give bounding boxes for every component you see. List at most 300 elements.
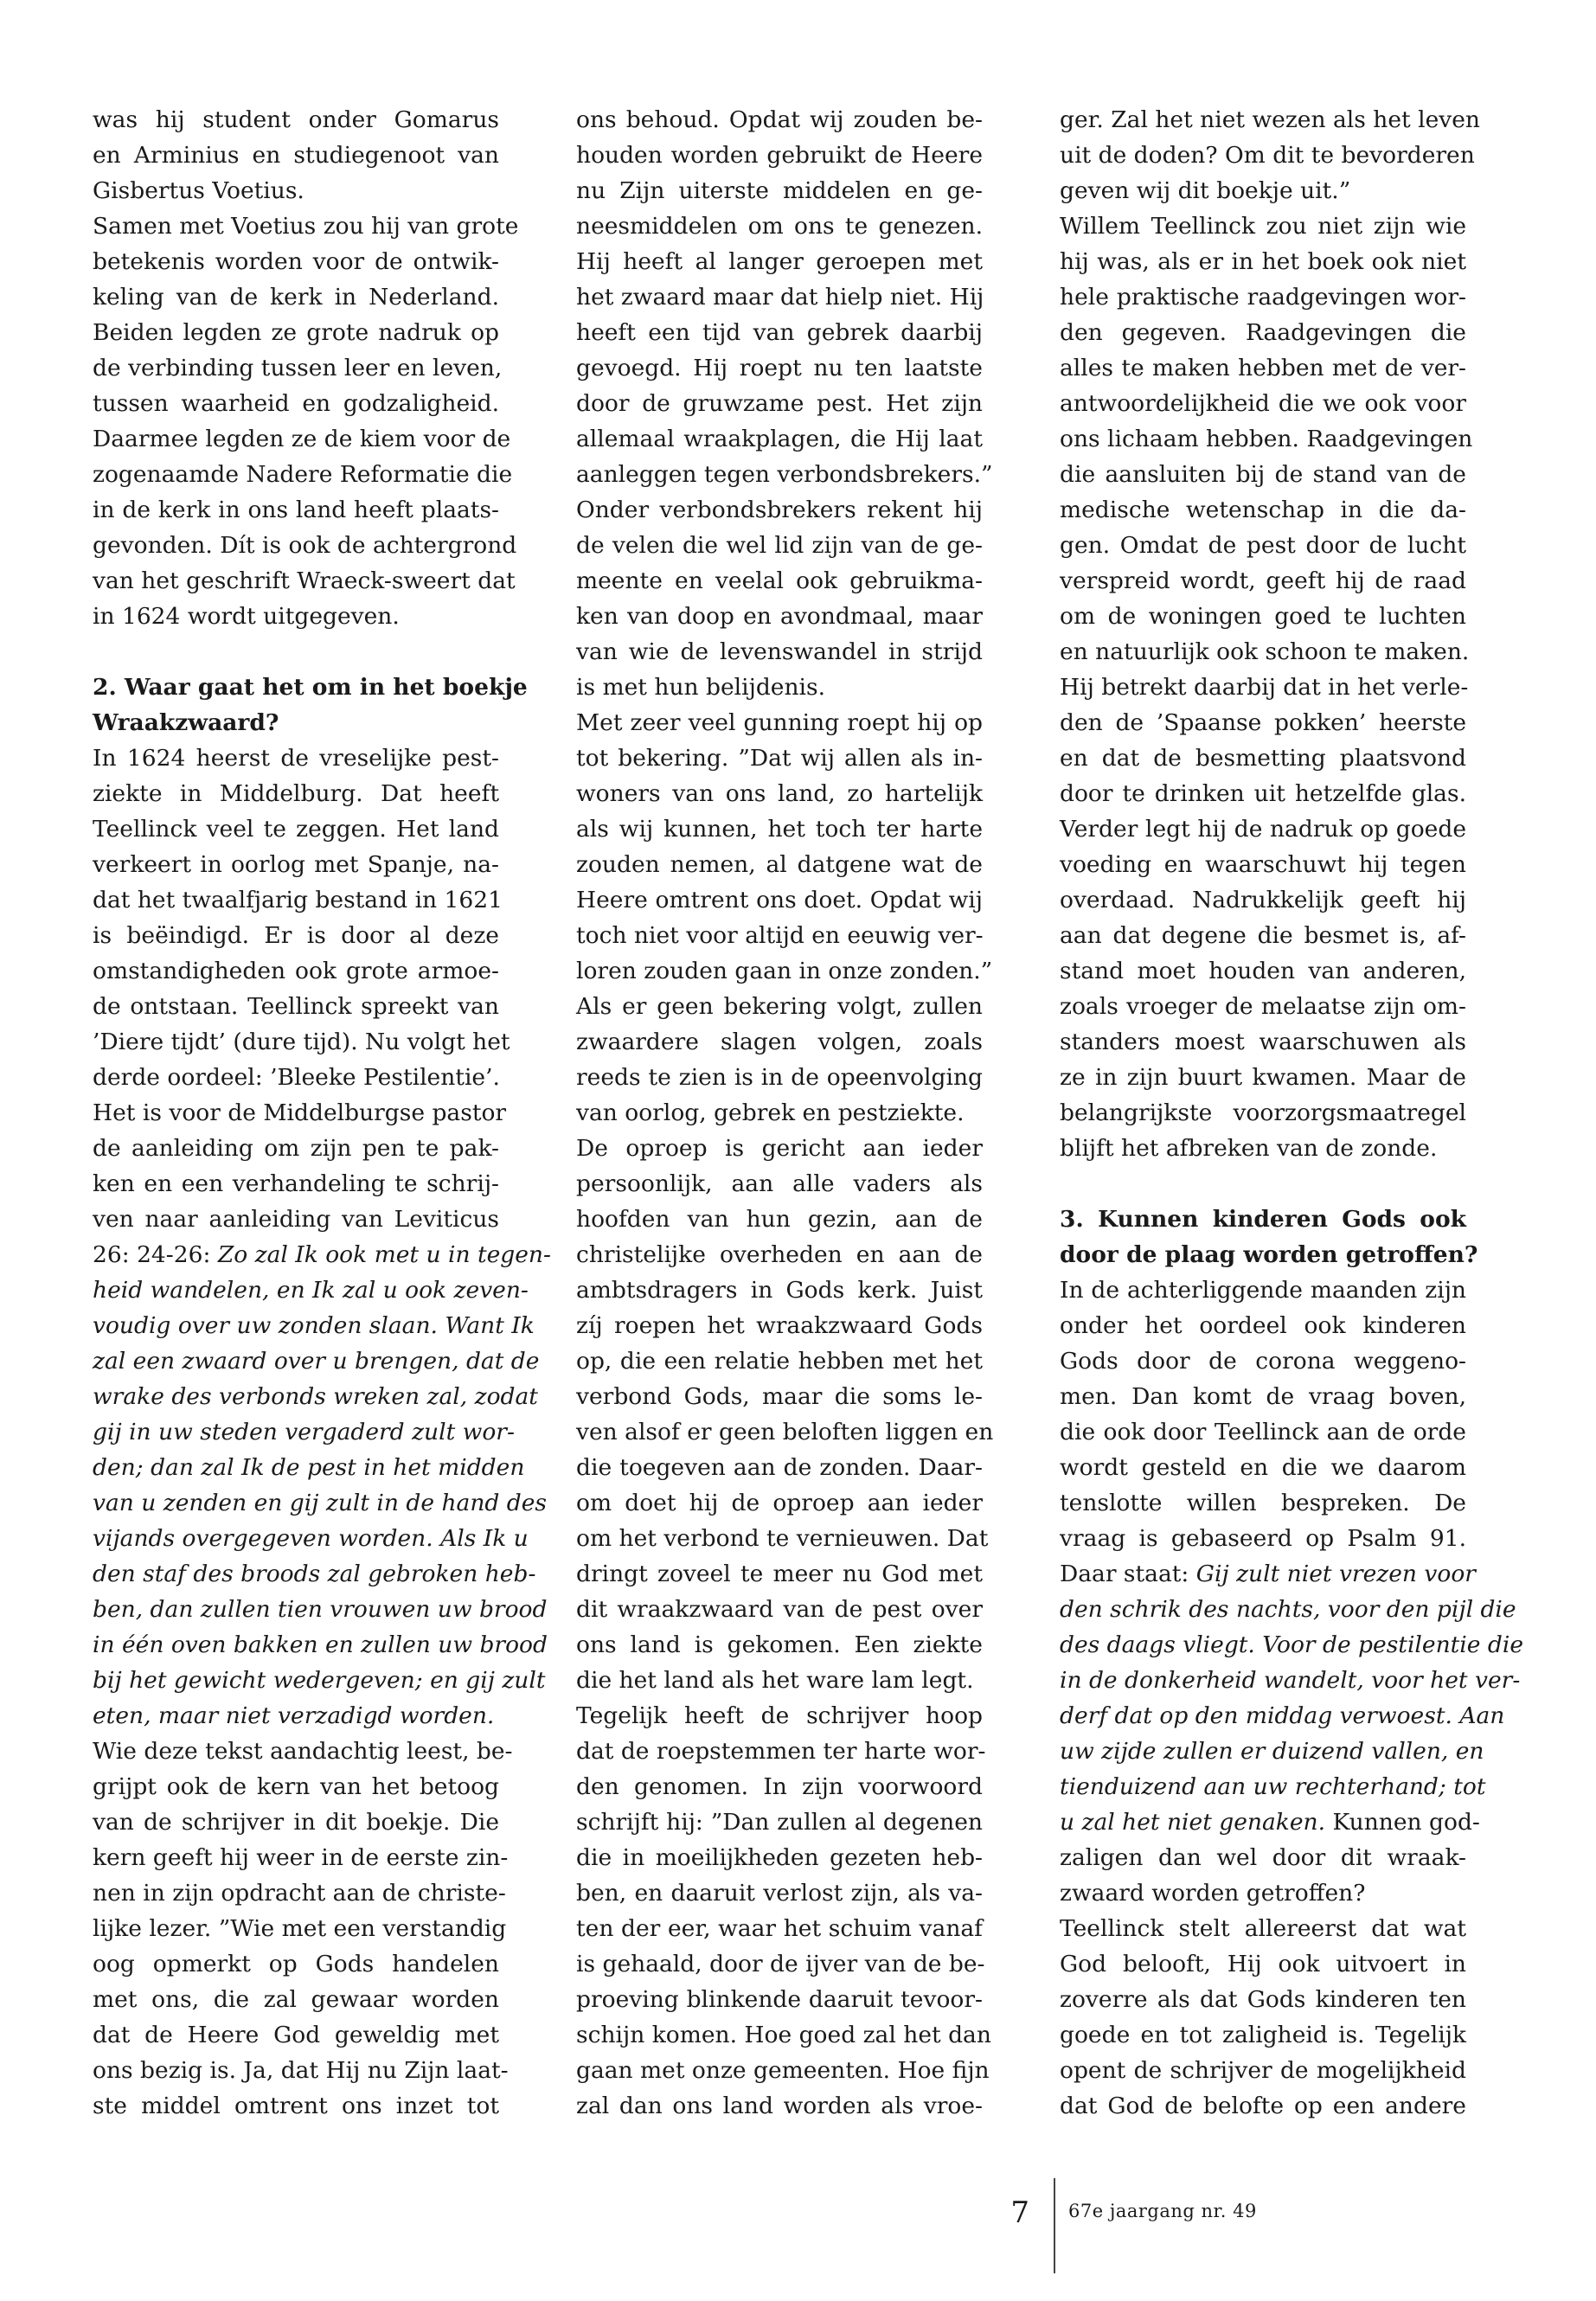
text-line: [93, 1202, 499, 1237]
roman-text: Daar staat:: [1060, 1561, 1196, 1587]
roman-text: Wraakzwaard?: [93, 709, 279, 736]
roman-text: antwoordelijkheid die we ook voor: [1060, 390, 1466, 417]
roman-text: allemaal wraakplagen, die Hij laat: [576, 426, 983, 452]
text-line: [576, 350, 983, 386]
roman-text: uit de doden? Om dit te bevorderen: [1060, 142, 1475, 169]
italic-text: Gij zult niet vrezen voor: [1195, 1561, 1476, 1587]
text-line: [1060, 386, 1466, 421]
roman-text: Gisbertus Voetius.: [93, 177, 304, 204]
text-line: [576, 173, 983, 208]
text-line: [576, 1734, 986, 1769]
roman-text: ’Diere tijdt’ (dure tijd). Nu volgt het: [93, 1029, 510, 1055]
italic-text: derf dat op den middag verwoest. Aan: [1060, 1702, 1505, 1729]
text-line: [1060, 244, 1466, 279]
italic-text: in één oven bakken en zullen uw brood: [93, 1631, 548, 1658]
roman-text: omstandigheden ook grote armoe-: [93, 958, 499, 984]
roman-text: in de kerk in ons land heeft plaats-: [93, 497, 499, 523]
roman-text: alles te maken hebben met de ver-: [1060, 355, 1466, 381]
roman-text: door de plaag worden getroffen?: [1060, 1241, 1478, 1268]
roman-text: ziekte in Middelburg. Dat heeft: [93, 780, 499, 807]
roman-text: Daarmee legden ze de kiem voor de: [93, 426, 511, 452]
roman-text: zoverre als dat Gods kinderen ten: [1060, 1986, 1466, 2013]
roman-text: ons bezig is. Ja, dat Hij nu Zijn laat-: [93, 2057, 509, 2084]
text-line: [1060, 492, 1466, 528]
roman-text: Kunnen god-: [1325, 1809, 1480, 1836]
roman-text: ten der eer, waar het schuim vanaf: [576, 1915, 983, 1942]
roman-text: Wie deze tekst aandachtig leest, be-: [93, 1738, 513, 1765]
roman-text: door te drinken uit hetzelfde glas.: [1060, 780, 1466, 807]
text-line: [93, 1024, 510, 1060]
roman-text: van het geschrift Wraeck-sweert dat: [93, 567, 516, 594]
text-line: [93, 1769, 499, 1804]
text-line: [93, 918, 499, 953]
roman-text: ven naar aanleiding van Leviticus: [93, 1206, 499, 1233]
text-line: [93, 1840, 509, 1875]
roman-text: Onder verbondsbrekers rekent hij: [576, 497, 983, 523]
text-line: [1060, 138, 1475, 173]
roman-text: om de woningen goed te luchten: [1060, 603, 1466, 630]
roman-text: van wie de levenswandel in strijd: [576, 638, 983, 665]
text-line: [1060, 1592, 1516, 1627]
roman-text: meente en veelal ook gebruikma-: [576, 567, 983, 594]
text-line: [93, 2088, 499, 2124]
italic-text: zal een zwaard over u brengen, dat de: [93, 1348, 540, 1375]
text-line: [93, 315, 499, 350]
roman-text: en Arminius en studiegenoot van: [93, 142, 499, 169]
text-line: [576, 315, 983, 350]
text-line: [576, 1131, 983, 1166]
text-line: [1060, 918, 1466, 953]
roman-text: gen. Omdat de pest door de lucht: [1060, 532, 1466, 559]
text-line: [93, 882, 503, 918]
text-line: [576, 1769, 983, 1804]
text-line: [1060, 1734, 1484, 1769]
text-line: [1060, 1485, 1466, 1521]
italic-text: des daags vliegt. Voor de pestilentie die: [1060, 1631, 1524, 1658]
text-line: [1060, 1343, 1466, 1379]
text-line: [1060, 1095, 1466, 1131]
roman-text: verbond Gods, maar die soms le-: [576, 1383, 983, 1410]
roman-text: vraag is gebaseerd op Psalm 91.: [1060, 1525, 1466, 1552]
text-line: [1060, 1379, 1466, 1414]
paragraph-gap: [93, 634, 499, 670]
text-line: [576, 2053, 990, 2088]
text-line: [576, 1521, 989, 1556]
roman-text: aanleggen tegen verbondsbrekers.”: [576, 461, 993, 488]
text-line: [576, 1024, 983, 1060]
roman-text: dat God de belofte op een andere: [1060, 2093, 1466, 2119]
text-line: [576, 208, 983, 244]
roman-text: zíj roepen het wraakzwaard Gods: [576, 1312, 983, 1339]
text-line: [1060, 1769, 1486, 1804]
text-line: [576, 1592, 983, 1627]
roman-text: dat de Heere God geweldig met: [93, 2022, 499, 2048]
text-line: [1060, 1663, 1521, 1698]
roman-text: Hij heeft al langer geroepen met: [576, 248, 983, 275]
text-line: [576, 1875, 983, 1911]
text-line: [576, 1698, 983, 1734]
text-line: [93, 1131, 499, 1166]
text-line: [1060, 1911, 1466, 1946]
roman-text: christelijke overheden en aan de: [576, 1241, 983, 1268]
roman-text: nen in zijn opdracht aan de christe-: [93, 1880, 506, 1907]
roman-text: dringt zoveel te meer nu God met: [576, 1561, 983, 1587]
text-line: [1060, 811, 1466, 847]
roman-text: Willem Teellinck zou niet zijn wie: [1060, 213, 1466, 240]
text-line: [1060, 882, 1466, 918]
roman-text: Tegelijk heeft de schrijver hoop: [576, 1702, 983, 1729]
text-line: [576, 563, 983, 599]
roman-text: zouden nemen, al datgene wat de: [576, 851, 983, 878]
text-column-3: [1060, 102, 1524, 2124]
text-line: [576, 421, 983, 457]
italic-text: den; dan zal Ik de pest in het midden: [93, 1454, 525, 1481]
roman-text: den gegeven. Raadgevingen die: [1060, 319, 1466, 346]
text-line: [93, 1982, 499, 2017]
text-line: [576, 847, 983, 882]
text-line: [576, 528, 983, 563]
roman-text: zoals vroeger de melaatse zijn om-: [1060, 993, 1466, 1020]
roman-text: proeving blinkende daaruit tevoor-: [576, 1986, 983, 2013]
roman-text: gevonden. Dít is ook de achtergrond: [93, 532, 517, 559]
text-line: [93, 1734, 513, 1769]
roman-text: schijn komen. Hoe goed zal het dan: [576, 2022, 991, 2048]
roman-text: onder het oordeel ook kinderen: [1060, 1312, 1466, 1339]
text-line: [93, 1946, 499, 1982]
text-line: [93, 492, 499, 528]
roman-text: die ook door Teellinck aan de orde: [1060, 1419, 1466, 1445]
roman-text: Beiden legden ze grote nadruk op: [93, 319, 499, 346]
roman-text: opent de schrijver de mogelijkheid: [1060, 2057, 1466, 2084]
text-line: [93, 811, 499, 847]
roman-text: Teellinck stelt allereerst dat wat: [1060, 1915, 1466, 1942]
roman-text: van oorlog, gebrek en pestziekte.: [576, 1099, 965, 1126]
roman-text: 3. Kunnen kinderen Gods ook: [1060, 1206, 1466, 1233]
roman-text: Het is voor de Middelburgse pastor: [93, 1099, 507, 1126]
text-line: [1060, 1698, 1505, 1734]
roman-text: stand moet houden van anderen,: [1060, 958, 1466, 984]
text-line: [1060, 989, 1466, 1024]
text-line: [1060, 208, 1466, 244]
roman-text: is gehaald, door de ijver van de be-: [576, 1951, 985, 1977]
text-line: [1060, 1060, 1466, 1095]
text-line: [576, 1202, 983, 1237]
roman-text: Verder legt hij de nadruk op goede: [1060, 816, 1466, 843]
text-line: [93, 1450, 525, 1485]
text-line: [576, 279, 983, 315]
italic-text: eten, maar niet verzadigd worden.: [93, 1702, 495, 1729]
text-line: [1060, 528, 1466, 563]
text-line: [93, 1804, 499, 1840]
roman-text: In 1624 heerst de vreselijke pest-: [93, 745, 499, 772]
roman-text: ste middel omtrent ons inzet tot: [93, 2093, 499, 2119]
text-line: [1060, 102, 1480, 138]
text-line: [93, 847, 499, 882]
text-line: [576, 776, 983, 811]
text-line: [576, 1095, 983, 1131]
roman-text: Teellinck veel te zeggen. Het land: [93, 816, 499, 843]
text-line: [93, 1521, 529, 1556]
roman-text: reeds te zien is in de opeenvolging: [576, 1064, 983, 1091]
issue-label: 67e jaargang nr. 49: [1068, 2201, 1257, 2221]
section-heading-line: [1060, 1202, 1466, 1237]
roman-text: aan dat degene die besmet is, af-: [1060, 922, 1466, 949]
roman-text: die toegeven aan de zonden. Daar-: [576, 1454, 983, 1481]
text-line: [93, 421, 511, 457]
roman-text: Hij betrekt daarbij dat in het verle-: [1060, 674, 1469, 701]
text-line: [576, 1379, 983, 1414]
text-line: [576, 1663, 983, 1698]
text-line: [93, 1663, 546, 1698]
text-line: [93, 1414, 515, 1450]
text-line: [576, 1308, 983, 1343]
roman-text: tot bekering. ”Dat wij allen als in-: [576, 745, 983, 772]
roman-text: hele praktische raadgevingen wor-: [1060, 284, 1466, 311]
roman-text: gaan met onze gemeenten. Hoe fijn: [576, 2057, 990, 2084]
text-line: [1060, 847, 1466, 882]
roman-text: zwaardere slagen volgen, zoals: [576, 1029, 983, 1055]
text-line: [1060, 634, 1470, 670]
roman-text: het zwaard maar dat hielp niet. Hij: [576, 284, 984, 311]
roman-text: oog opmerkt op Gods handelen: [93, 1951, 499, 1977]
roman-text: den de ’Spaanse pokken’ heerste: [1060, 709, 1466, 736]
text-line: [1060, 1024, 1466, 1060]
text-line: [1060, 1946, 1466, 1982]
text-line: [1060, 776, 1466, 811]
roman-text: gevoegd. Hij roept nu ten laatste: [576, 355, 983, 381]
text-line: [1060, 457, 1466, 492]
text-line: [576, 634, 983, 670]
text-line: [93, 1485, 548, 1521]
text-line: [576, 492, 983, 528]
text-line: [93, 528, 517, 563]
page-number: 7: [1010, 2195, 1029, 2230]
roman-text: en dat de besmetting plaatsvond: [1060, 745, 1466, 772]
text-line: [1060, 670, 1469, 705]
roman-text: heeft een tijd van gebrek daarbij: [576, 319, 983, 346]
text-line: [1060, 2017, 1466, 2053]
text-line: [93, 173, 499, 208]
roman-text: die in moeilijkheden gezeten heb-: [576, 1844, 983, 1871]
roman-text: In de achterliggende maanden zijn: [1060, 1277, 1466, 1304]
roman-text: ons land is gekomen. Een ziekte: [576, 1631, 983, 1658]
roman-text: die het land als het ware lam legt.: [576, 1667, 974, 1694]
text-line: [1060, 350, 1466, 386]
section-heading-line: [93, 705, 499, 740]
text-line: [93, 1308, 535, 1343]
italic-text: Zo zal Ik ook met u in tegen-: [217, 1241, 551, 1268]
text-line: [576, 1911, 983, 1946]
roman-text: geven wij dit boekje uit.”: [1060, 177, 1351, 204]
roman-text: medische wetenschap in die da-: [1060, 497, 1466, 523]
roman-text: voeding en waarschuwt hij tegen: [1060, 851, 1466, 878]
roman-text: ken en een verhandeling te schrij-: [93, 1170, 499, 1197]
text-line: [93, 457, 513, 492]
roman-text: persoonlijk, aan alle vaders als: [576, 1170, 983, 1197]
roman-text: de velen die wel lid zijn van de ge-: [576, 532, 983, 559]
roman-text: is met hun belijdenis.: [576, 674, 826, 701]
roman-text: dit wraakzwaard van de pest over: [576, 1596, 983, 1623]
roman-text: standers moest waarschuwen als: [1060, 1029, 1466, 1055]
text-line: [576, 599, 983, 634]
roman-text: belangrijkste voorzorgsmaatregel: [1060, 1099, 1466, 1126]
roman-text: 26: 24-26:: [93, 1241, 218, 1268]
roman-text: verspreid wordt, geeft hij de raad: [1060, 567, 1466, 594]
roman-text: verkeert in oorlog met Spanje, na-: [93, 851, 499, 878]
italic-text: wrake des verbonds wreken zal, zodat: [93, 1383, 538, 1410]
roman-text: derde oordeel: ’Bleeke Pestilentie’.: [93, 1064, 500, 1091]
text-line: [1060, 740, 1466, 776]
roman-text: tenslotte willen bespreken. De: [1060, 1490, 1466, 1516]
roman-text: hij was, als er in het boek ook niet: [1060, 248, 1466, 275]
roman-text: ons lichaam hebben. Raadgevingen: [1060, 426, 1473, 452]
text-line: [93, 1698, 499, 1734]
text-line: [576, 1060, 983, 1095]
text-line: [93, 1095, 507, 1131]
text-line: [1060, 2053, 1466, 2088]
text-line: [1060, 953, 1466, 989]
text-line: [1060, 315, 1466, 350]
roman-text: ger. Zal het niet wezen als het leven: [1060, 106, 1480, 133]
text-line: [1060, 279, 1466, 315]
roman-text: neesmiddelen om ons te genezen.: [576, 213, 983, 240]
italic-text: bij het gewicht wedergeven; en gij zult: [93, 1667, 546, 1694]
text-line: [576, 386, 983, 421]
roman-text: met ons, die zal gewaar worden: [93, 1986, 499, 2013]
italic-text: den staf des broods zal gebroken heb-: [93, 1561, 536, 1587]
text-line: [1060, 1131, 1466, 1166]
text-line: [576, 882, 983, 918]
roman-text: de aanleiding om zijn pen te pak-: [93, 1135, 499, 1162]
roman-text: de verbinding tussen leer en leven,: [93, 355, 503, 381]
roman-text: is beëindigd. Er is door al deze: [93, 922, 499, 949]
text-line: [576, 2017, 991, 2053]
italic-text: voudig over uw zonden slaan. Want Ik: [93, 1312, 535, 1339]
text-line: [1060, 421, 1473, 457]
text-column-1: [93, 102, 551, 2124]
roman-text: lijke lezer. ”Wie met een verstandig: [93, 1915, 507, 1942]
text-line: [93, 279, 499, 315]
roman-text: zogenaamde Nadere Reformatie die: [93, 461, 513, 488]
roman-text: de ontstaan. Teellinck spreekt van: [93, 993, 499, 1020]
italic-text: van u zenden en gij zult in de hand des: [93, 1490, 548, 1516]
text-line: [93, 989, 499, 1024]
text-line: [93, 1911, 507, 1946]
text-line: [576, 1485, 983, 1521]
italic-text: vijands overgegeven worden. Als Ik u: [93, 1525, 529, 1552]
text-line: [576, 705, 983, 740]
text-line: [576, 1946, 983, 1982]
text-line: [93, 1875, 506, 1911]
text-line: [576, 670, 983, 705]
text-line: [93, 1556, 536, 1592]
roman-text: op, die een relatie hebben met het: [576, 1348, 983, 1375]
roman-text: toch niet voor altijd en eeuwig ver-: [576, 922, 984, 949]
roman-text: God belooft, Hij ook uitvoert in: [1060, 1951, 1466, 1977]
text-line: [93, 2017, 499, 2053]
italic-text: gij in uw steden vergaderd zult wor-: [93, 1419, 515, 1445]
text-line: [93, 1166, 499, 1202]
text-line: [576, 1840, 983, 1875]
text-line: [576, 244, 983, 279]
text-line: [576, 1450, 983, 1485]
text-line: [576, 953, 993, 989]
roman-text: overdaad. Nadrukkelijk geeft hij: [1060, 887, 1466, 913]
roman-text: ambtsdragers in Gods kerk. Juist: [576, 1277, 983, 1304]
text-line: [576, 918, 983, 953]
text-line: [576, 1804, 983, 1840]
text-column-2: [576, 102, 994, 2124]
text-line: [93, 563, 516, 599]
roman-text: dat het twaalfjarig bestand in 1621: [93, 887, 503, 913]
text-line: [1060, 1308, 1466, 1343]
text-line: [576, 1556, 983, 1592]
text-line: [1060, 1450, 1466, 1485]
text-line: [93, 1343, 540, 1379]
roman-text: den genomen. In zijn voorwoord: [576, 1773, 983, 1800]
section-heading-line: [1060, 1237, 1478, 1272]
roman-text: en natuurlijk ook schoon te maken.: [1060, 638, 1470, 665]
text-line: [1060, 563, 1466, 599]
text-line: [576, 1414, 994, 1450]
text-line: [1060, 1982, 1466, 2017]
roman-text: zaligen dan wel door dit wraak-: [1060, 1844, 1466, 1871]
text-line: [93, 386, 499, 421]
text-line: [576, 102, 983, 138]
roman-text: kern geeft hij weer in de eerste zin-: [93, 1844, 509, 1871]
roman-text: tussen waarheid en godzaligheid.: [93, 390, 499, 417]
text-line: [93, 138, 499, 173]
roman-text: om doet hij de oproep aan ieder: [576, 1490, 983, 1516]
roman-text: ben, en daaruit verlost zijn, als va-: [576, 1880, 983, 1907]
roman-text: keling van de kerk in Nederland.: [93, 284, 499, 311]
text-line: [576, 1166, 983, 1202]
roman-text: die aansluiten bij de stand van de: [1060, 461, 1466, 488]
text-line: [93, 208, 519, 244]
roman-text: men. Dan komt de vraag boven,: [1060, 1383, 1466, 1410]
roman-text: schrijft hij: ”Dan zullen al degenen: [576, 1809, 983, 1836]
roman-text: 2. Waar gaat het om in het boekje: [93, 674, 528, 701]
roman-text: Gods door de corona weggeno-: [1060, 1348, 1466, 1375]
text-line: [93, 350, 503, 386]
text-line: [576, 740, 983, 776]
text-line: [1060, 2088, 1466, 2124]
text-line: [576, 138, 983, 173]
text-line: [93, 740, 499, 776]
text-line: [93, 2053, 509, 2088]
text-line: [1060, 1272, 1466, 1308]
text-line: [576, 989, 983, 1024]
text-line: [576, 1237, 983, 1272]
roman-text: De oproep is gericht aan ieder: [576, 1135, 983, 1162]
text-line: [93, 1060, 499, 1095]
italic-text: heid wandelen, en Ik zal u ook zeven-: [93, 1277, 529, 1304]
text-line: [93, 1379, 538, 1414]
paragraph-gap: [1060, 1166, 1466, 1202]
text-line: [1060, 1556, 1476, 1592]
roman-text: was hij student onder Gomarus: [93, 106, 499, 133]
italic-text: uw zijde zullen er duizend vallen, en: [1060, 1738, 1484, 1765]
text-line: [1060, 599, 1466, 634]
roman-text: betekenis worden voor de ontwik-: [93, 248, 499, 275]
text-line: [93, 1627, 548, 1663]
text-line: [1060, 1627, 1524, 1663]
roman-text: van de schrijver in dit boekje. Die: [93, 1809, 499, 1836]
roman-text: als wij kunnen, het toch ter harte: [576, 816, 983, 843]
roman-text: zal dan ons land worden als vroe-: [576, 2093, 983, 2119]
text-line: [93, 776, 499, 811]
roman-text: dat de roepstemmen ter harte wor-: [576, 1738, 986, 1765]
